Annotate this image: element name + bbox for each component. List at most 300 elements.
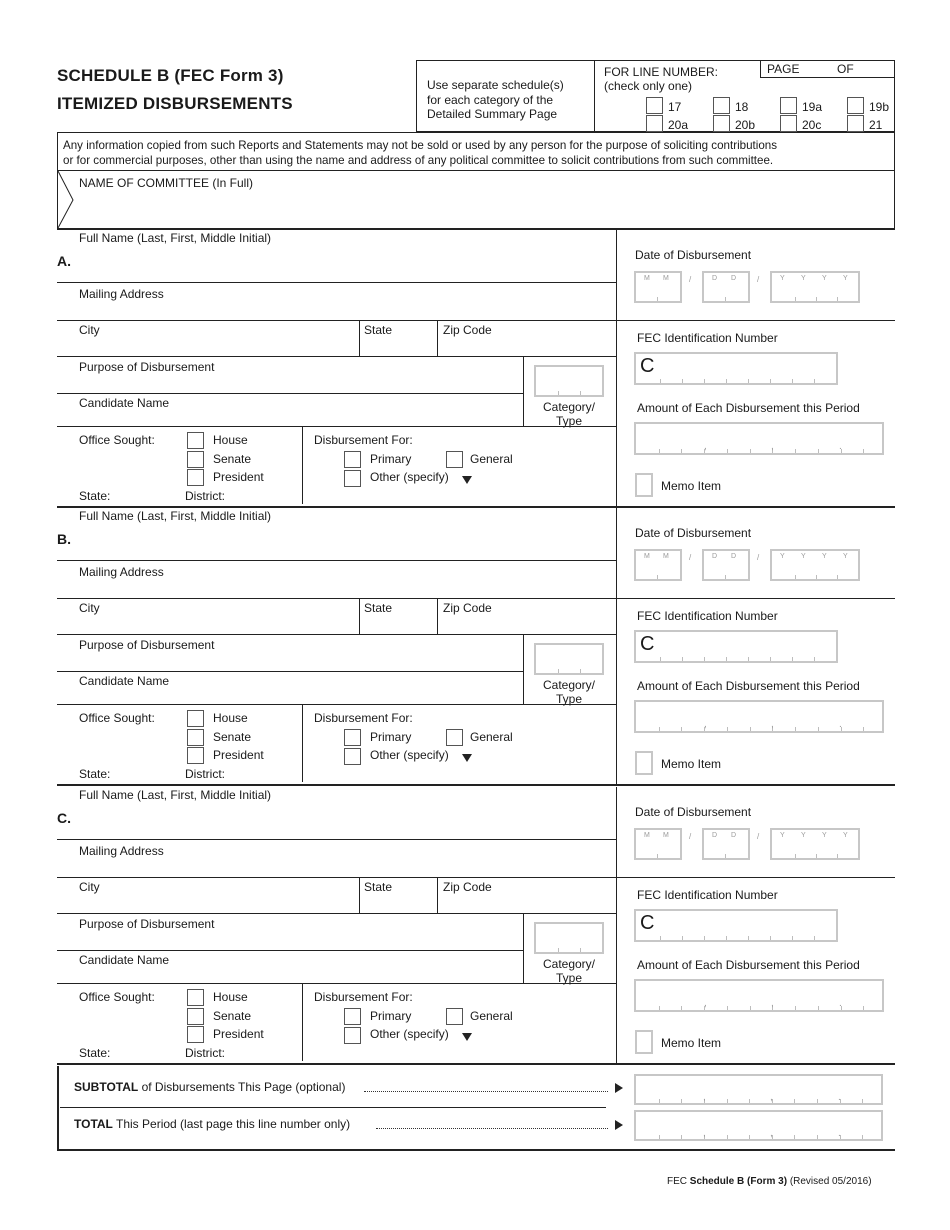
date-separator: / (757, 275, 760, 284)
instruction-line: for each category of the (427, 92, 554, 107)
separate-schedule-instructions (427, 78, 564, 122)
total-label (74, 1117, 350, 1131)
total-amount-input[interactable] (634, 1110, 883, 1141)
entry-a-letter: A. (57, 253, 71, 269)
entry-a-house-label: House (213, 433, 248, 447)
entry-c-other-arrow-icon (462, 1033, 472, 1041)
entry-b-district-label: District: (185, 767, 225, 781)
digit-tick (749, 1135, 750, 1139)
digit-tick (681, 1006, 682, 1010)
date-placeholder: Y (801, 275, 806, 282)
footer-prefix: FEC (667, 1176, 687, 1187)
section-divider (57, 506, 895, 508)
digit-tick (660, 657, 661, 661)
section-divider (57, 784, 895, 786)
digit-tick (770, 379, 771, 383)
category-line-2: Type (555, 414, 582, 428)
digit-tick (659, 1099, 660, 1103)
date-placeholder: D (712, 553, 718, 560)
entry-b-president-label: President (213, 748, 264, 762)
digit-tick (727, 727, 728, 731)
footer-revised: (Revised 05/2016) (789, 1176, 872, 1187)
digit-tick (818, 727, 819, 731)
committee-name-label: NAME OF COMMITTEE (In Full) (79, 176, 253, 190)
entry-c-disb-for-label: Disbursement For: (314, 990, 413, 1004)
entry-b-candidate-input[interactable] (79, 688, 519, 702)
entry-b-amount-label: Amount of Each Disbursement this Period (637, 679, 860, 693)
row-divider (57, 598, 895, 599)
entry-c-memo-checkbox[interactable] (635, 1030, 653, 1054)
digit-tick (704, 657, 705, 661)
entry-a-other-label: Other (specify) (370, 470, 449, 484)
entry-c-fec-id-input[interactable] (634, 909, 838, 942)
digit-tick (837, 297, 838, 301)
entry-b-date-day-input[interactable] (702, 549, 750, 581)
entry-c-general-checkbox[interactable] (446, 1008, 463, 1025)
row-divider (57, 704, 616, 705)
entry-b-memo-label: Memo Item (661, 757, 722, 771)
entry-c-candidate-input[interactable] (79, 967, 519, 981)
digit-tick (750, 727, 751, 731)
amount-separator: . (839, 998, 842, 1009)
digit-tick (727, 1006, 728, 1010)
digit-tick (795, 575, 796, 579)
line-20a-label: 20a (668, 118, 689, 132)
amount-separator: , (770, 1092, 773, 1103)
entry-c-house-label: House (213, 990, 248, 1004)
entry-b-date-label: Date of Disbursement (635, 526, 752, 540)
entry-c-candidate-label: Candidate Name (79, 953, 170, 967)
entry-b-state-input[interactable] (364, 616, 432, 632)
digit-tick (682, 936, 683, 940)
digit-tick (792, 657, 793, 661)
for-line-number-label: FOR LINE NUMBER: (604, 65, 719, 79)
digit-tick (817, 1099, 818, 1103)
subtotal-rest: of Disbursements This Page (optional) (141, 1080, 346, 1094)
entry-b-candidate-label: Candidate Name (79, 674, 170, 688)
entry-a-general-checkbox[interactable] (446, 451, 463, 468)
entry-c-city-input[interactable] (79, 895, 354, 911)
digit-tick (863, 727, 864, 731)
date-placeholder: D (731, 832, 737, 839)
digit-tick (558, 391, 559, 395)
digit-tick (659, 1135, 660, 1139)
digit-tick (748, 936, 749, 940)
entry-c-amount-input[interactable] (634, 979, 884, 1012)
line-18-checkbox[interactable] (713, 97, 730, 114)
entry-c-house-checkbox[interactable] (187, 989, 204, 1006)
category-line-1: Category/ (542, 400, 596, 414)
entry-c-mailing-address-label: Mailing Address (79, 844, 164, 858)
entry-b-purpose-input[interactable] (79, 653, 519, 669)
date-placeholder: M (663, 275, 669, 282)
digit-tick (681, 727, 682, 731)
entry-a-category-label (529, 400, 609, 428)
entry-a-president-label: President (213, 470, 264, 484)
date-placeholder: Y (801, 553, 806, 560)
entry-c-office-state-label: State: (79, 1046, 111, 1060)
digit-tick (795, 449, 796, 453)
amount-separator: , (770, 1128, 773, 1139)
line-19a-label: 19a (802, 100, 823, 114)
date-placeholder: D (731, 275, 737, 282)
committee-name-input[interactable] (79, 196, 879, 224)
entry-a-date-day-input[interactable] (702, 271, 750, 303)
entry-c-zip-input[interactable] (443, 895, 608, 911)
entry-b-city-label: City (79, 601, 100, 615)
entry-a-fec-id-label: FEC Identification Number (637, 331, 778, 345)
entry-c-primary-checkbox[interactable] (344, 1008, 361, 1025)
committee-chevron-icon (57, 170, 75, 230)
amount-separator: . (838, 1092, 841, 1103)
subtotal-bold: SUBTOTAL (74, 1080, 139, 1094)
digit-tick (726, 379, 727, 383)
line-21-checkbox[interactable] (847, 115, 864, 132)
date-placeholder: M (644, 832, 650, 839)
entry-b-memo-checkbox[interactable] (635, 751, 653, 775)
entry-c-senate-checkbox[interactable] (187, 1008, 204, 1025)
category-line-1: Category/ (542, 957, 596, 971)
row-divider (57, 356, 616, 357)
digit-tick (749, 1099, 750, 1103)
entry-a-president-checkbox[interactable] (187, 469, 204, 486)
date-placeholder: Y (780, 553, 785, 560)
date-separator: / (689, 553, 692, 562)
row-divider (57, 560, 616, 561)
col-divider (437, 877, 438, 913)
date-placeholder: D (731, 553, 737, 560)
entry-a-senate-checkbox[interactable] (187, 451, 204, 468)
entry-a-zip-label: Zip Code (443, 323, 492, 337)
column-divider (616, 787, 617, 1063)
instruction-line: Use separate schedule(s) (427, 78, 564, 92)
entry-c-memo-label: Memo Item (661, 1036, 722, 1050)
entry-b-fec-id-label: FEC Identification Number (637, 609, 778, 623)
entry-b-other-checkbox[interactable] (344, 748, 361, 765)
date-placeholder: Y (822, 832, 827, 839)
entry-a-mailing-address-input[interactable] (79, 302, 609, 318)
row-divider (57, 671, 523, 672)
digit-tick (814, 379, 815, 383)
digit-tick (795, 297, 796, 301)
entry-c-other-checkbox[interactable] (344, 1027, 361, 1044)
digit-tick (837, 854, 838, 858)
entry-b-senate-checkbox[interactable] (187, 729, 204, 746)
entry-a-city-input[interactable] (79, 338, 354, 354)
date-placeholder: Y (843, 275, 848, 282)
entry-b-other-label: Other (specify) (370, 748, 449, 762)
digit-tick (837, 575, 838, 579)
total-leader-dots (376, 1128, 608, 1129)
entry-a-state-input[interactable] (364, 338, 432, 354)
digit-tick (816, 297, 817, 301)
digit-tick (816, 575, 817, 579)
digit-tick (862, 1099, 863, 1103)
amount-separator: , (704, 998, 707, 1009)
digit-tick (580, 391, 581, 395)
date-placeholder: M (663, 553, 669, 560)
amount-separator: . (839, 719, 842, 730)
entry-a-amount-input[interactable] (634, 422, 884, 455)
col-divider (302, 704, 303, 782)
digit-tick (682, 657, 683, 661)
entry-a-full-name-label: Full Name (Last, First, Middle Initial) (79, 231, 272, 245)
section-divider (57, 1063, 895, 1065)
entry-a-primary-label: Primary (370, 452, 412, 466)
col-divider (302, 426, 303, 504)
entry-c-state-input[interactable] (364, 895, 432, 911)
entry-a-primary-checkbox[interactable] (344, 451, 361, 468)
entry-a-mailing-address-label: Mailing Address (79, 287, 164, 301)
date-placeholder: M (644, 275, 650, 282)
entry-c-date-day-input[interactable] (702, 828, 750, 860)
category-line-2: Type (555, 971, 582, 985)
digit-tick (580, 669, 581, 673)
entry-b-house-label: House (213, 711, 248, 725)
amount-separator: , (704, 719, 707, 730)
digit-tick (704, 379, 705, 383)
col-divider (523, 634, 524, 704)
date-separator: / (689, 832, 692, 841)
amount-separator: , (703, 1128, 706, 1139)
date-placeholder: Y (843, 832, 848, 839)
footer-form-name: Schedule B (Form 3) (689, 1176, 788, 1187)
entry-c-date-label: Date of Disbursement (635, 805, 752, 819)
digit-tick (795, 854, 796, 858)
entry-b-mailing-address-label: Mailing Address (79, 565, 164, 579)
entry-c-full-name-input[interactable] (79, 805, 609, 837)
digit-tick (681, 449, 682, 453)
entry-a-fec-id-input[interactable] (634, 352, 838, 385)
amount-separator: , (771, 441, 774, 452)
digit-tick (725, 575, 726, 579)
subtotal-arrow-icon (615, 1083, 623, 1093)
entry-c-date-year-input[interactable] (770, 828, 860, 860)
totals-divider (60, 1107, 606, 1108)
subtotal-leader-dots (364, 1091, 608, 1092)
digit-tick (818, 449, 819, 453)
entry-a-candidate-input[interactable] (79, 410, 519, 424)
entry-a-purpose-input[interactable] (79, 375, 519, 391)
amount-separator: , (771, 719, 774, 730)
amount-separator: , (704, 441, 707, 452)
date-placeholder: M (644, 553, 650, 560)
entry-b-primary-label: Primary (370, 730, 412, 744)
column-divider (616, 508, 617, 784)
column-divider (616, 230, 617, 506)
entry-a-other-arrow-icon (462, 476, 472, 484)
digit-tick (681, 1135, 682, 1139)
notice-line-1: Any information copied from such Reports and Statements may not be sold or used by any person for the purpose of soliciting contributions (63, 139, 778, 152)
digit-tick (748, 657, 749, 661)
entry-a-memo-checkbox[interactable] (635, 473, 653, 497)
entry-b-fec-id-input[interactable] (634, 630, 838, 663)
entry-a-full-name-input[interactable] (79, 248, 609, 280)
col-divider (359, 598, 360, 634)
digit-tick (770, 657, 771, 661)
date-placeholder: D (712, 275, 718, 282)
line-19a-checkbox[interactable] (780, 97, 797, 114)
entry-b-purpose-label: Purpose of Disbursement (79, 638, 215, 652)
digit-tick (660, 936, 661, 940)
entry-c-general-label: General (470, 1009, 513, 1023)
digit-tick (863, 449, 864, 453)
entry-c-fec-id-label: FEC Identification Number (637, 888, 778, 902)
col-divider (359, 320, 360, 356)
header-divider (594, 60, 595, 132)
date-placeholder: Y (780, 275, 785, 282)
entry-c-district-label: District: (185, 1046, 225, 1060)
digit-tick (558, 669, 559, 673)
entry-b-date-year-input[interactable] (770, 549, 860, 581)
digit-tick (725, 297, 726, 301)
line-20b-checkbox[interactable] (713, 115, 730, 132)
entry-b-category-input[interactable] (534, 643, 604, 675)
row-divider (57, 983, 616, 984)
digit-tick (726, 936, 727, 940)
row-divider (57, 426, 616, 427)
date-placeholder: Y (822, 553, 827, 560)
entry-b-primary-checkbox[interactable] (344, 729, 361, 746)
entry-a-zip-input[interactable] (443, 338, 608, 354)
digit-tick (704, 936, 705, 940)
digit-tick (727, 1135, 728, 1139)
entry-a-office-state-label: State: (79, 489, 111, 503)
digit-tick (795, 1006, 796, 1010)
entry-c-purpose-label: Purpose of Disbursement (79, 917, 215, 931)
date-placeholder: M (663, 832, 669, 839)
entry-c-president-checkbox[interactable] (187, 1026, 204, 1043)
total-arrow-icon (615, 1120, 623, 1130)
entry-c-state-label: State (364, 880, 393, 894)
entry-a-date-year-input[interactable] (770, 271, 860, 303)
date-placeholder: Y (801, 832, 806, 839)
entry-c-senate-label: Senate (213, 1009, 252, 1023)
entry-c-mailing-address-input[interactable] (79, 859, 609, 875)
page-label: PAGE (767, 62, 800, 76)
digit-tick (818, 1006, 819, 1010)
entry-b-full-name-input[interactable] (79, 526, 609, 558)
entry-a-other-checkbox[interactable] (344, 470, 361, 487)
digit-tick (794, 1099, 795, 1103)
date-placeholder: Y (822, 275, 827, 282)
col-divider (523, 913, 524, 983)
digit-tick (814, 936, 815, 940)
digit-tick (792, 379, 793, 383)
entry-c-city-label: City (79, 880, 100, 894)
digit-tick (794, 1135, 795, 1139)
entry-b-city-input[interactable] (79, 616, 354, 632)
entry-a-candidate-label: Candidate Name (79, 396, 170, 410)
digit-tick (725, 854, 726, 858)
entry-a-senate-label: Senate (213, 452, 252, 466)
notice-line-2: or for commercial purposes, other than using the name and address of any political committee to solicit contributions from such committee. (63, 154, 774, 167)
digit-tick (795, 727, 796, 731)
digit-tick (814, 657, 815, 661)
line-20c-label: 20c (802, 118, 822, 132)
instruction-line: Detailed Summary Page (427, 107, 558, 121)
row-divider (57, 877, 895, 878)
total-rest: This Period (last page this line number only) (116, 1117, 351, 1131)
date-placeholder: Y (780, 832, 785, 839)
entry-a-house-checkbox[interactable] (187, 432, 204, 449)
digit-tick (682, 379, 683, 383)
digit-tick (580, 948, 581, 952)
entry-c-date-month-input[interactable] (634, 828, 682, 860)
entry-a-date-month-input[interactable] (634, 271, 682, 303)
category-line-1: Category/ (542, 678, 596, 692)
digit-tick (659, 727, 660, 731)
entry-a-disb-for-label: Disbursement For: (314, 433, 413, 447)
digit-tick (727, 449, 728, 453)
line-21-label: 21 (869, 118, 883, 132)
line-19b-label: 19b (869, 100, 890, 114)
entry-a-city-label: City (79, 323, 100, 337)
check-only-one-label: (check only one) (604, 79, 693, 93)
entry-b-president-checkbox[interactable] (187, 747, 204, 764)
entry-c-zip-label: Zip Code (443, 880, 492, 894)
entry-c-purpose-input[interactable] (79, 932, 519, 948)
subtotal-amount-input[interactable] (634, 1074, 883, 1105)
entry-b-general-checkbox[interactable] (446, 729, 463, 746)
entry-a-memo-label: Memo Item (661, 479, 722, 493)
row-divider (57, 950, 523, 951)
fec-id-prefix: C (640, 912, 655, 934)
amount-separator: . (839, 441, 842, 452)
digit-tick (817, 1135, 818, 1139)
entry-c-category-input[interactable] (534, 922, 604, 954)
entry-c-amount-label: Amount of Each Disbursement this Period (637, 958, 860, 972)
entry-c-office-sought-label: Office Sought: (79, 990, 155, 1004)
form-subtitle: ITEMIZED DISBURSEMENTS (57, 94, 293, 113)
fec-id-prefix: C (640, 633, 655, 655)
entry-b-office-sought-label: Office Sought: (79, 711, 155, 725)
entry-b-date-month-input[interactable] (634, 549, 682, 581)
col-divider (437, 598, 438, 634)
date-separator: / (689, 275, 692, 284)
entry-b-zip-input[interactable] (443, 616, 608, 632)
entry-b-category-label (529, 678, 609, 706)
col-divider (359, 877, 360, 913)
line-17-checkbox[interactable] (646, 97, 663, 114)
entry-a-date-label: Date of Disbursement (635, 248, 752, 262)
line-19b-checkbox[interactable] (847, 97, 864, 114)
row-divider (57, 913, 616, 914)
digit-tick (816, 854, 817, 858)
form-title: SCHEDULE B (FEC Form 3) (57, 66, 284, 85)
entry-a-purpose-label: Purpose of Disbursement (79, 360, 215, 374)
entry-b-zip-label: Zip Code (443, 601, 492, 615)
entry-b-general-label: General (470, 730, 513, 744)
entry-b-house-checkbox[interactable] (187, 710, 204, 727)
line-20a-checkbox[interactable] (646, 115, 663, 132)
digit-tick (863, 1006, 864, 1010)
digit-tick (681, 1099, 682, 1103)
fec-id-prefix: C (640, 355, 655, 377)
entry-b-amount-input[interactable] (634, 700, 884, 733)
entry-c-full-name-label: Full Name (Last, First, Middle Initial) (79, 788, 272, 802)
line-20c-checkbox[interactable] (780, 115, 797, 132)
amount-separator: , (703, 1092, 706, 1103)
digit-tick (558, 948, 559, 952)
row-divider (57, 282, 616, 283)
entry-a-category-input[interactable] (534, 365, 604, 397)
digit-tick (660, 379, 661, 383)
date-separator: / (757, 832, 760, 841)
entry-a-general-label: General (470, 452, 513, 466)
entry-c-category-label (529, 957, 609, 985)
entry-b-mailing-address-input[interactable] (79, 580, 609, 596)
